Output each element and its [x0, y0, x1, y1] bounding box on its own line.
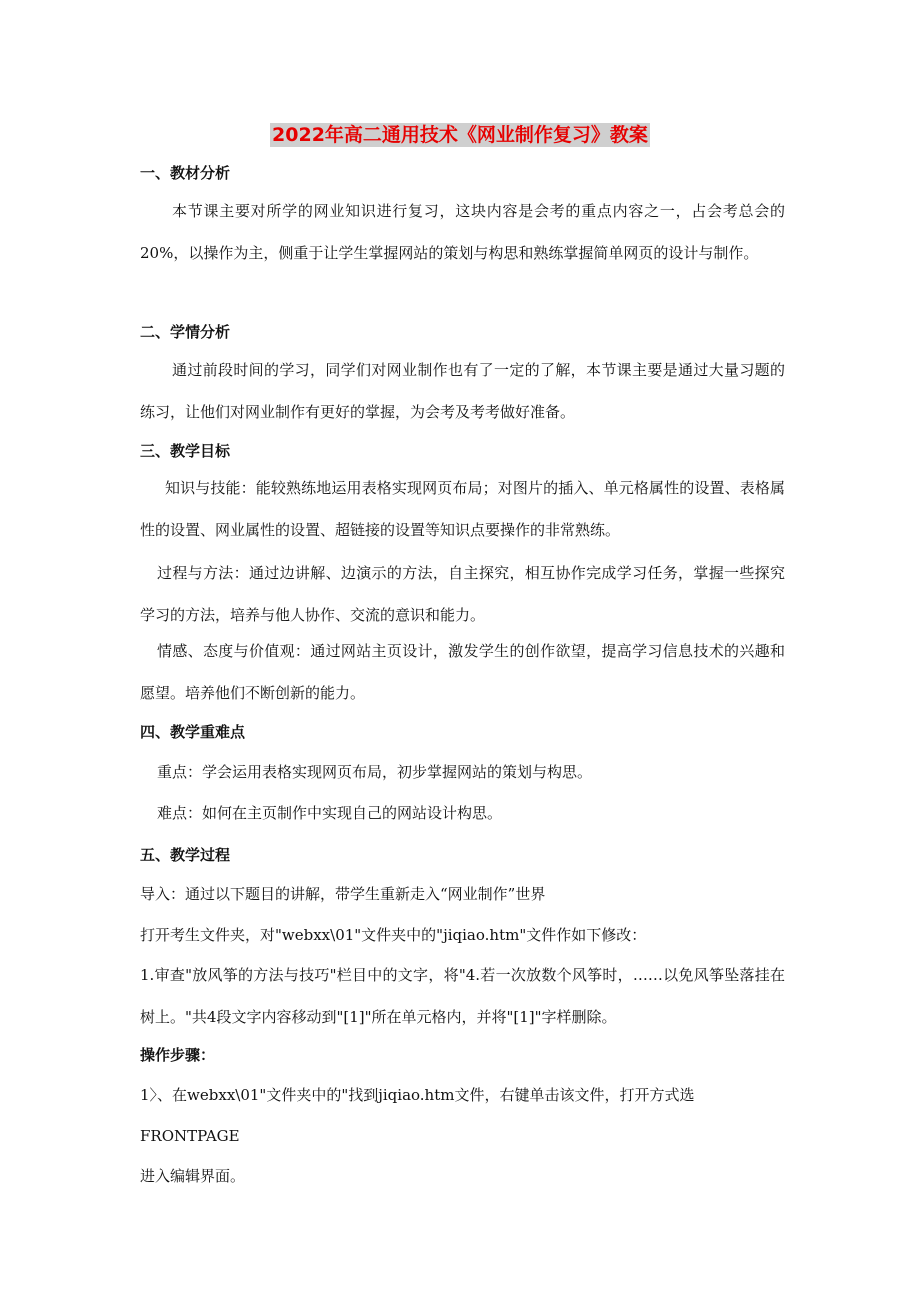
section-text-analysis: 本节课主要对所学的网业知识进行复习，这块内容是会考的重点内容之一，占会考总会的20%，以操作为主，侧重于让学生掌握网站的策划与构思和熟练掌握简单网页的设计与制作。 — [140, 202, 785, 262]
section-heading-process: 五、教学过程 — [140, 846, 231, 864]
section-text-learners: 通过前段时间的学习，同学们对网业制作也有了一定的了解，本节课主要是通过大量习题的练习，让他们对网业制作有更好的掌握，为会考及考考做好准备。 — [140, 361, 785, 421]
goal-knowledge-skills: 知识与技能：能较熟练地运用表格实现网页布局；对图片的插入、单元格属性的设置、表格属性的设置、网业属性的设置、超链接的设置等知识点要操作的非常熟练。 — [140, 479, 785, 539]
document-title-block — [0, 120, 920, 147]
section-heading-analysis: 一、教材分析 — [140, 164, 231, 182]
document-title: 2022年高二通用技术《网业制作复习》教案 — [272, 124, 648, 146]
task-item-1: 1.审查"放风筝的方法与技巧"栏目中的文字，将"4.若一次放数个风筝时，……以免风筝坠落挂在树上。"共4段文字内容移动到"[1]"所在单元格内，并将"[1]"字样删除。 — [140, 966, 785, 1026]
intro-text: 导入：通过以下题目的讲解，带学生重新走入“网业制作”世界 — [140, 885, 546, 903]
step-1-line-2: FRONTPAGE — [140, 1127, 240, 1145]
difficult-point-text: 难点：如何在主页制作中实现自己的网站设计构思。 — [157, 804, 503, 822]
goal-emotion-values: 情感、态度与价值观：通过网站主页设计，激发学生的创作欲望，提高学习信息技术的兴趣和愿望。培养他们不断创新的能力。 — [140, 642, 785, 702]
section-heading-key-points: 四、教学重难点 — [140, 723, 246, 741]
step-1-line-1: 1〉、在webxx\01"文件夹中的"找到jiqiao.htm文件，右键单击该文件，打开方式选 — [140, 1086, 695, 1104]
steps-heading: 操作步骤： — [140, 1046, 216, 1064]
task-instruction: 打开考生文件夹，对"webxx\01"文件夹中的"jiqiao.htm"文件作如下修改： — [140, 926, 647, 944]
key-point-text: 重点：学会运用表格实现网页布局，初步掌握网站的策划与构思。 — [157, 763, 593, 781]
section-heading-learners: 二、学情分析 — [140, 323, 231, 341]
step-1-line-3: 进入编辑界面。 — [140, 1167, 246, 1185]
goal-process-methods: 过程与方法：通过边讲解、边演示的方法，自主探究，相互协作完成学习任务，掌握一些探究学习的方法，培养与他人协作、交流的意识和能力。 — [140, 564, 785, 624]
section-heading-goals: 三、教学目标 — [140, 442, 231, 460]
